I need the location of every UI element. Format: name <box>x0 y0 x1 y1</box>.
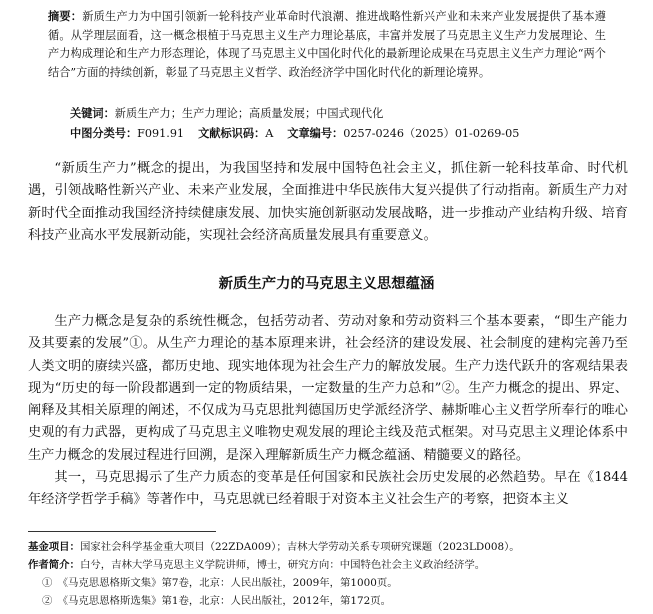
footnotes-area <box>28 538 638 610</box>
body-paragraph: 其一，马克思揭示了生产力质态的变革是任何国家和民族社会历史发展的必然趋势。早在《1844年经济学哲学手稿》等著作中，马克思就已经着眼于对资本主义社会生产的考察，把资本主义 <box>28 470 628 508</box>
abstract-label: 摘要： <box>48 10 83 23</box>
fund-label: 基金项目： <box>28 541 80 553</box>
article-number-label: 文章编号： <box>287 127 344 140</box>
author-label: 作者简介： <box>28 559 80 571</box>
fund-text: 国家社会科学基金重大项目（22ZDA009）；吉林大学劳动关系专项研究课题（2023LD008）。 <box>79 541 520 553</box>
author-text: 白兮，吉林大学马克思主义学院讲师，博士，研究方向：中国特色社会主义政治经济学。 <box>79 559 486 571</box>
doc-code-value: A <box>265 127 274 140</box>
fund-note <box>28 538 638 556</box>
doc-code-label: 文献标识码： <box>198 127 266 140</box>
classification-line <box>70 126 610 142</box>
intro-section <box>28 158 628 247</box>
body-paragraph: 生产力概念是复杂的系统性概念，包括劳动者、劳动对象和劳动资料三个基本要素，“即生产能力及其要素的发展”①。从生产力理论的基本原理来讲，社会经济的建设发展、社会制度的建构完善乃至人类文明的赓续兴盛，都历史地、现实地体现为社会生产力的解放发展。生产力迭代跃升的客观结果表现为“历史的每一阶段都遇到一定的物质结果，一定数量的生产力总和”②。生产力概念的提出、界定、阐释及其相关原理的阐述，不仅成为马克思批判德国历史学派经济学、赫斯唯心主义哲学所奉行的唯心史观的有力武器，更构成了马克思主义唯物史观发展的理论主线及范式框架。对马克思主义理论体系中生产力概念的发展过程进行回溯，是深入理解新质生产力概念蕴涵、精髓要义的路径。 <box>28 314 628 463</box>
section-heading: 新质生产力的马克思主义思想蕴涵 <box>218 276 435 292</box>
intro-paragraph: “新质生产力”概念的提出，为我国坚持和发展中国特色社会主义，抓住新一轮科技革命、时代机遇，引领战略性新兴产业、未来产业发展，全面推进中华民族伟大复兴提供了行动指南。新质生产力对新时代全面推动我国经济持续健康发展、加快实施创新驱动发展战略，进一步推动产业结构升级、培育科技产业高水平发展新动能，实现社会经济高质量发展具有重要意义。 <box>28 161 628 243</box>
abstract-text: 新质生产力为中国引领新一轮科技产业革命时代浪潮、推进战略性新兴产业和未来产业发展提供了基本遵循。从学理层面看，这一概念根植于马克思主义生产力理论基底，丰富并发展了马克思主义生产力发展理论、生产力构成理论和生产力形态理论，体现了马克思主义中国化时代化的最新理论成果在马克思主义生产力理论“两个结合”方面的持续创新，彰显了马克思主义哲学、政治经济学中国化时代化的新理论境界。 <box>48 10 606 79</box>
footnote: ① 《马克思恩格斯文集》第7卷，北京：人民出版社，2009年，第1000页。 <box>42 577 398 589</box>
clc-label: 中图分类号： <box>70 127 138 140</box>
keywords <box>70 106 610 122</box>
section-body <box>28 311 628 512</box>
keywords-label: 关键词： <box>70 107 115 120</box>
clc-value: F091.91 <box>137 127 185 140</box>
footnote-divider <box>28 531 216 532</box>
footnote: ② 《马克思恩格斯选集》第1卷，北京：人民出版社，2012年，第172页。 <box>42 595 392 607</box>
abstract <box>48 8 606 82</box>
author-note <box>28 556 638 574</box>
keywords-text: 新质生产力；生产力理论；高质量发展；中国式现代化 <box>114 107 384 120</box>
article-number-value: 0257-0246（2025）01-0269-05 <box>343 127 520 140</box>
